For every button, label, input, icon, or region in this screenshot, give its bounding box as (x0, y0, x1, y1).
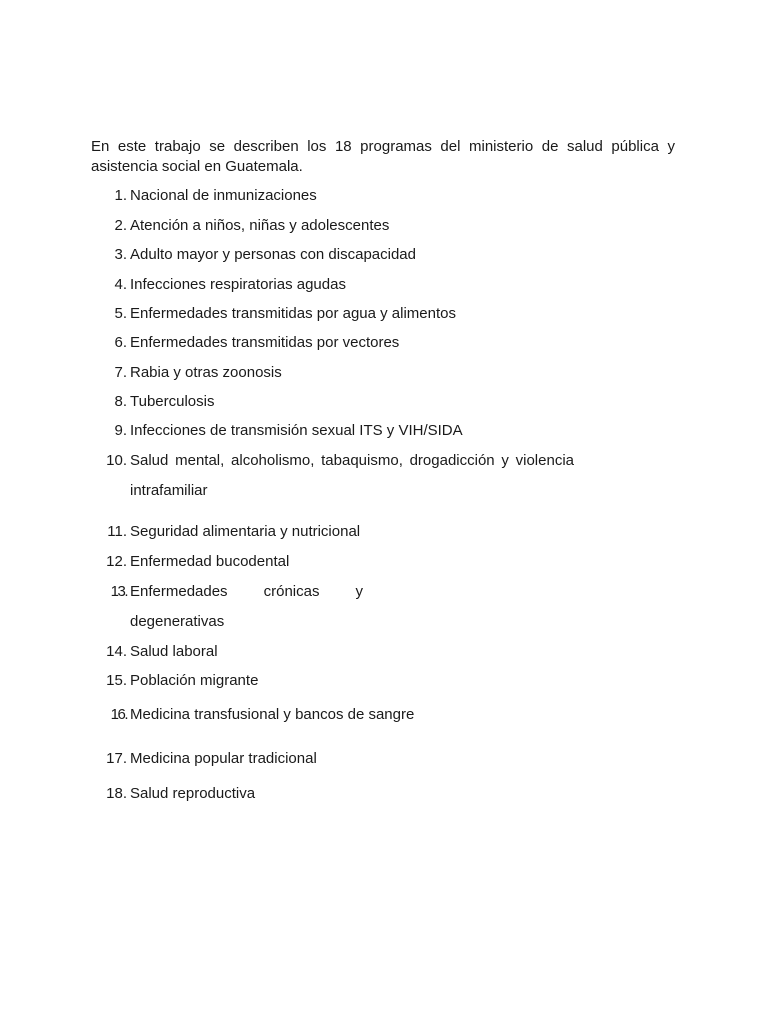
list-item-number: 7. (114, 364, 127, 381)
list-item-number: 16. (110, 706, 127, 723)
list-item-text: Tuberculosis (130, 393, 215, 410)
list-item-text: Enfermedad bucodental (130, 553, 290, 570)
list-item-number: 13. (110, 583, 127, 600)
list-item-number: 2. (114, 217, 127, 234)
list-item-number: 3. (114, 246, 127, 263)
list-item-text: Salud reproductiva (130, 785, 256, 802)
list-item-text: Enfermedades crónicas y degenerativas (130, 583, 363, 630)
list-item-number: 12. (106, 553, 127, 570)
list-item-text: Infecciones respiratorias agudas (130, 276, 346, 293)
list-item-text: Enfermedades transmitidas por vectores (130, 334, 400, 351)
list-item-text: Adulto mayor y personas con discapacidad (130, 246, 416, 263)
list-item-text: Enfermedades transmitidas por agua y alimentos (130, 305, 457, 322)
list-item-number: 4. (114, 276, 127, 293)
list-item-number: 6. (114, 334, 127, 351)
list-item-number: 9. (114, 422, 127, 439)
list-item-text: Seguridad alimentaria y nutricional (130, 523, 361, 540)
list-item-number: 8. (114, 393, 127, 410)
list-item-text: Nacional de inmunizaciones (130, 187, 317, 204)
list-item-text: Medicina popular tradicional (130, 750, 317, 767)
list-item-text: Salud mental, alcoholismo, tabaquismo, drogadicción y violencia intrafamiliar (130, 452, 574, 499)
list-item-number: 17. (106, 750, 127, 767)
list-item-number: 10. (106, 452, 127, 469)
list-item-text: Población migrante (130, 672, 259, 689)
list-item-text: Medicina transfusional y bancos de sangre (130, 706, 415, 723)
list-item-text: Salud laboral (130, 643, 218, 660)
list-item-text: Infecciones de transmisión sexual ITS y VIH/SIDA (130, 422, 463, 439)
list-item-number: 5. (114, 305, 127, 322)
list-item-number: 14. (106, 643, 127, 660)
list-item-text: Rabia y otras zoonosis (130, 364, 282, 381)
list-item-number: 18. (106, 785, 127, 802)
list-item-number: 15. (106, 672, 127, 689)
list-item-number: 11. (107, 523, 127, 540)
intro-paragraph: En este trabajo se describen los 18 programas del ministerio de salud pública y asistencia social en Guatemala. (91, 138, 675, 175)
list-item-number: 1. (114, 187, 127, 204)
list-item-text: Atención a niños, niñas y adolescentes (130, 217, 390, 234)
